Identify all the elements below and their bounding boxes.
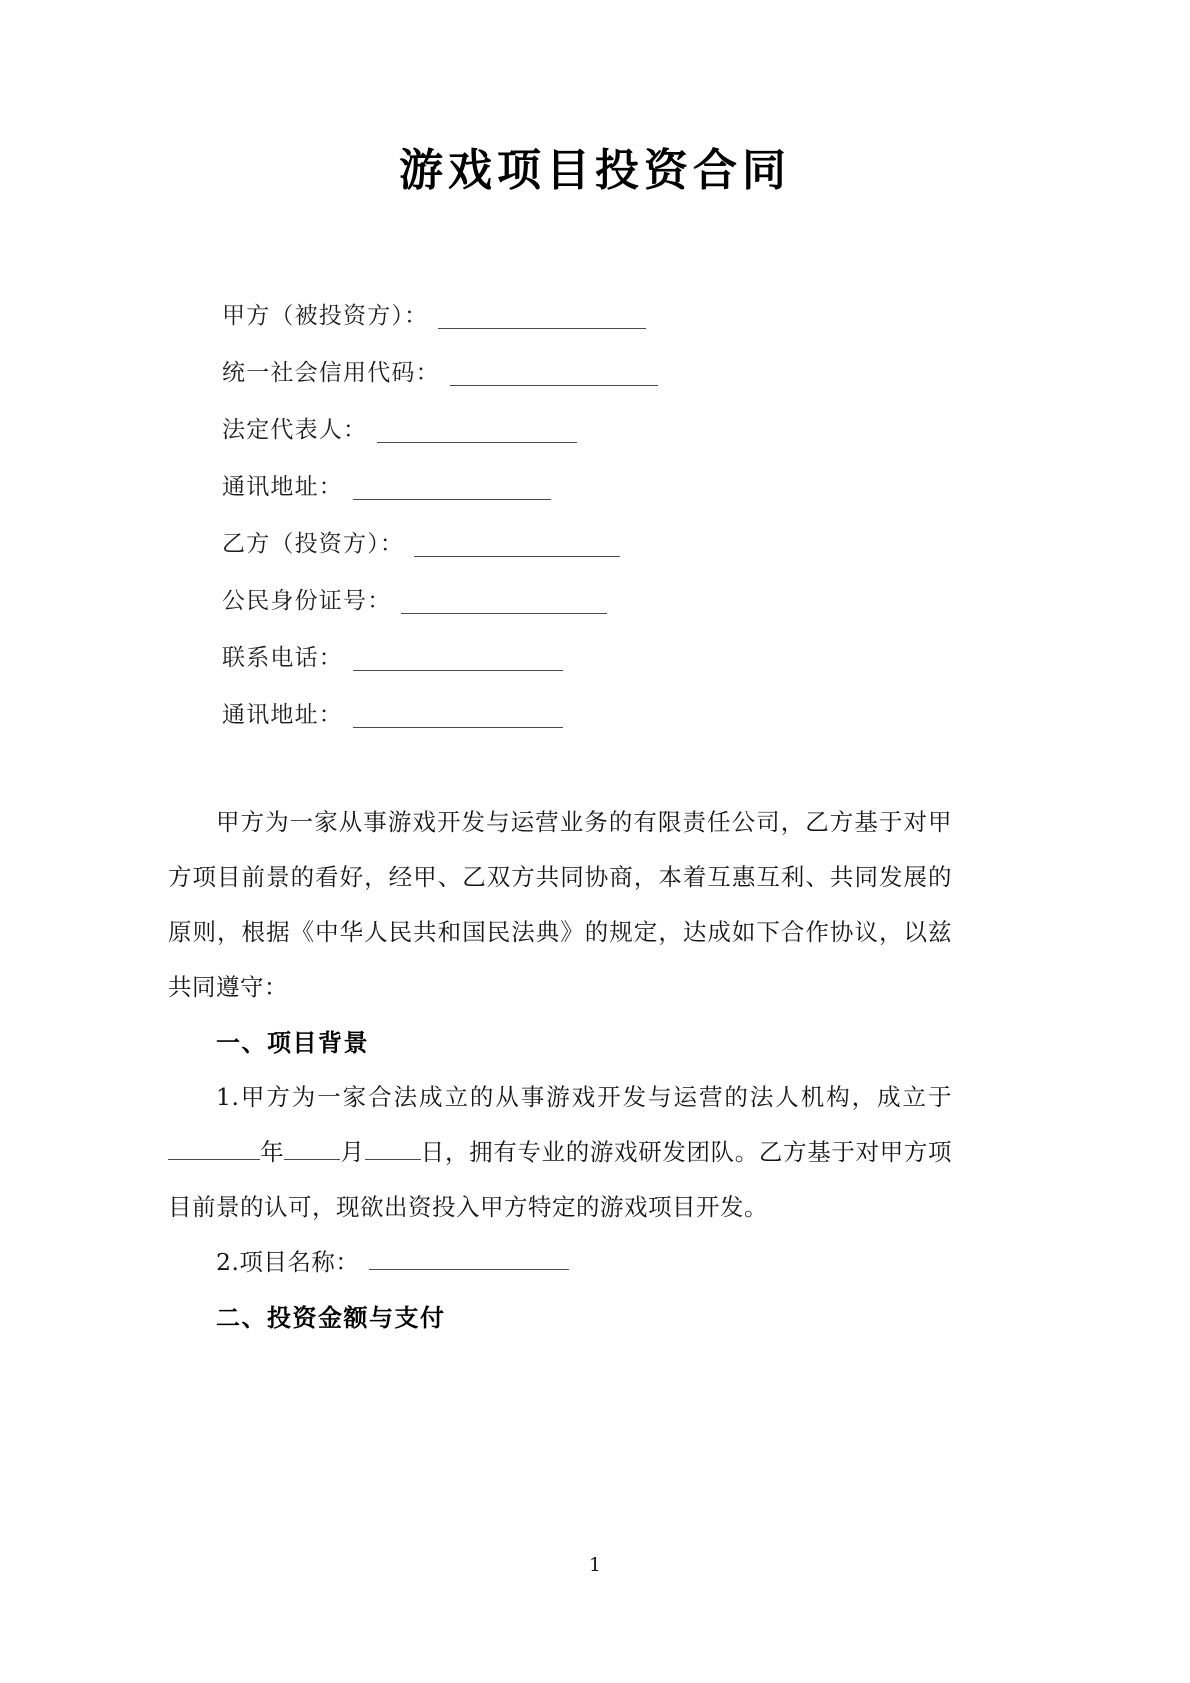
field-label-legal-representative: 法定代表人： — [222, 416, 368, 443]
clause-1-1-text-after-date: ，拥有专业的游戏研发团队。乙方基于对甲方项目前景的认可，现欲出资投入甲方特定的游戏项目开发。 — [168, 1138, 953, 1221]
field-blank-credit-code[interactable] — [450, 365, 658, 386]
field-row-id-number — [222, 557, 982, 614]
unit-month: 月 — [340, 1138, 365, 1166]
section-heading-investment-amount-and-payment: 二、投资金额与支付 — [216, 1303, 446, 1332]
field-blank-id-number[interactable] — [401, 593, 607, 614]
field-blank-address-b[interactable] — [353, 707, 563, 728]
page-number: 1 — [588, 1554, 602, 1576]
field-blank-phone[interactable] — [353, 650, 563, 671]
field-label-party-b: 乙方（投资方）： — [222, 530, 405, 557]
field-row-credit-code — [222, 329, 982, 386]
field-label-id-number: 公民身份证号： — [222, 587, 392, 614]
field-row-address-b — [222, 671, 982, 728]
field-row-legal-representative — [222, 386, 982, 443]
field-blank-party-a[interactable] — [438, 308, 646, 329]
field-label-party-a: 甲方（被投资方）： — [222, 302, 429, 329]
page-title: 游戏项目投资合同 — [399, 145, 791, 196]
blank-establishment-year[interactable] — [168, 1142, 260, 1160]
unit-year: 年 — [260, 1138, 285, 1166]
field-row-address-a — [222, 443, 982, 500]
field-row-phone — [222, 614, 982, 671]
field-row-party-a — [222, 272, 982, 329]
party-information-block — [222, 272, 982, 728]
blank-project-name[interactable] — [369, 1250, 569, 1270]
clause-number-1-2: 2. — [216, 1248, 240, 1276]
field-label-phone: 联系电话： — [222, 644, 343, 671]
clause-1-2-label: 项目名称： — [239, 1248, 360, 1276]
field-blank-party-b[interactable] — [414, 536, 620, 557]
field-label-address-a: 通讯地址： — [222, 473, 343, 500]
preamble-paragraph: 甲方为一家从事游戏开发与运营业务的有限责任公司，乙方基于对甲方项目前景的看好，经甲、乙双方共同协商，本着互惠互利、共同发展的原则，根据《中华人民共和国民法典》的规定，达成如下合作协议，以兹共同遵守： — [168, 808, 952, 1001]
clause-1-1 — [168, 1070, 952, 1235]
unit-day: 日 — [420, 1138, 445, 1166]
clause-1-2 — [168, 1235, 952, 1290]
blank-establishment-month[interactable] — [284, 1142, 340, 1160]
blank-establishment-day[interactable] — [365, 1142, 421, 1160]
field-blank-address-a[interactable] — [353, 479, 551, 500]
field-label-credit-code: 统一社会信用代码： — [222, 359, 440, 386]
field-label-address-b: 通讯地址： — [222, 701, 343, 728]
document-body — [168, 795, 952, 1345]
clause-number-1-1: 1. — [216, 1083, 240, 1111]
field-blank-legal-representative[interactable] — [377, 422, 577, 443]
field-row-party-b — [222, 500, 982, 557]
section-heading-project-background: 一、项目背景 — [216, 1028, 369, 1057]
clause-1-1-text-before-date: 甲方为一家合法成立的从事游戏开发与运营的法人机构，成立于 — [239, 1083, 952, 1111]
